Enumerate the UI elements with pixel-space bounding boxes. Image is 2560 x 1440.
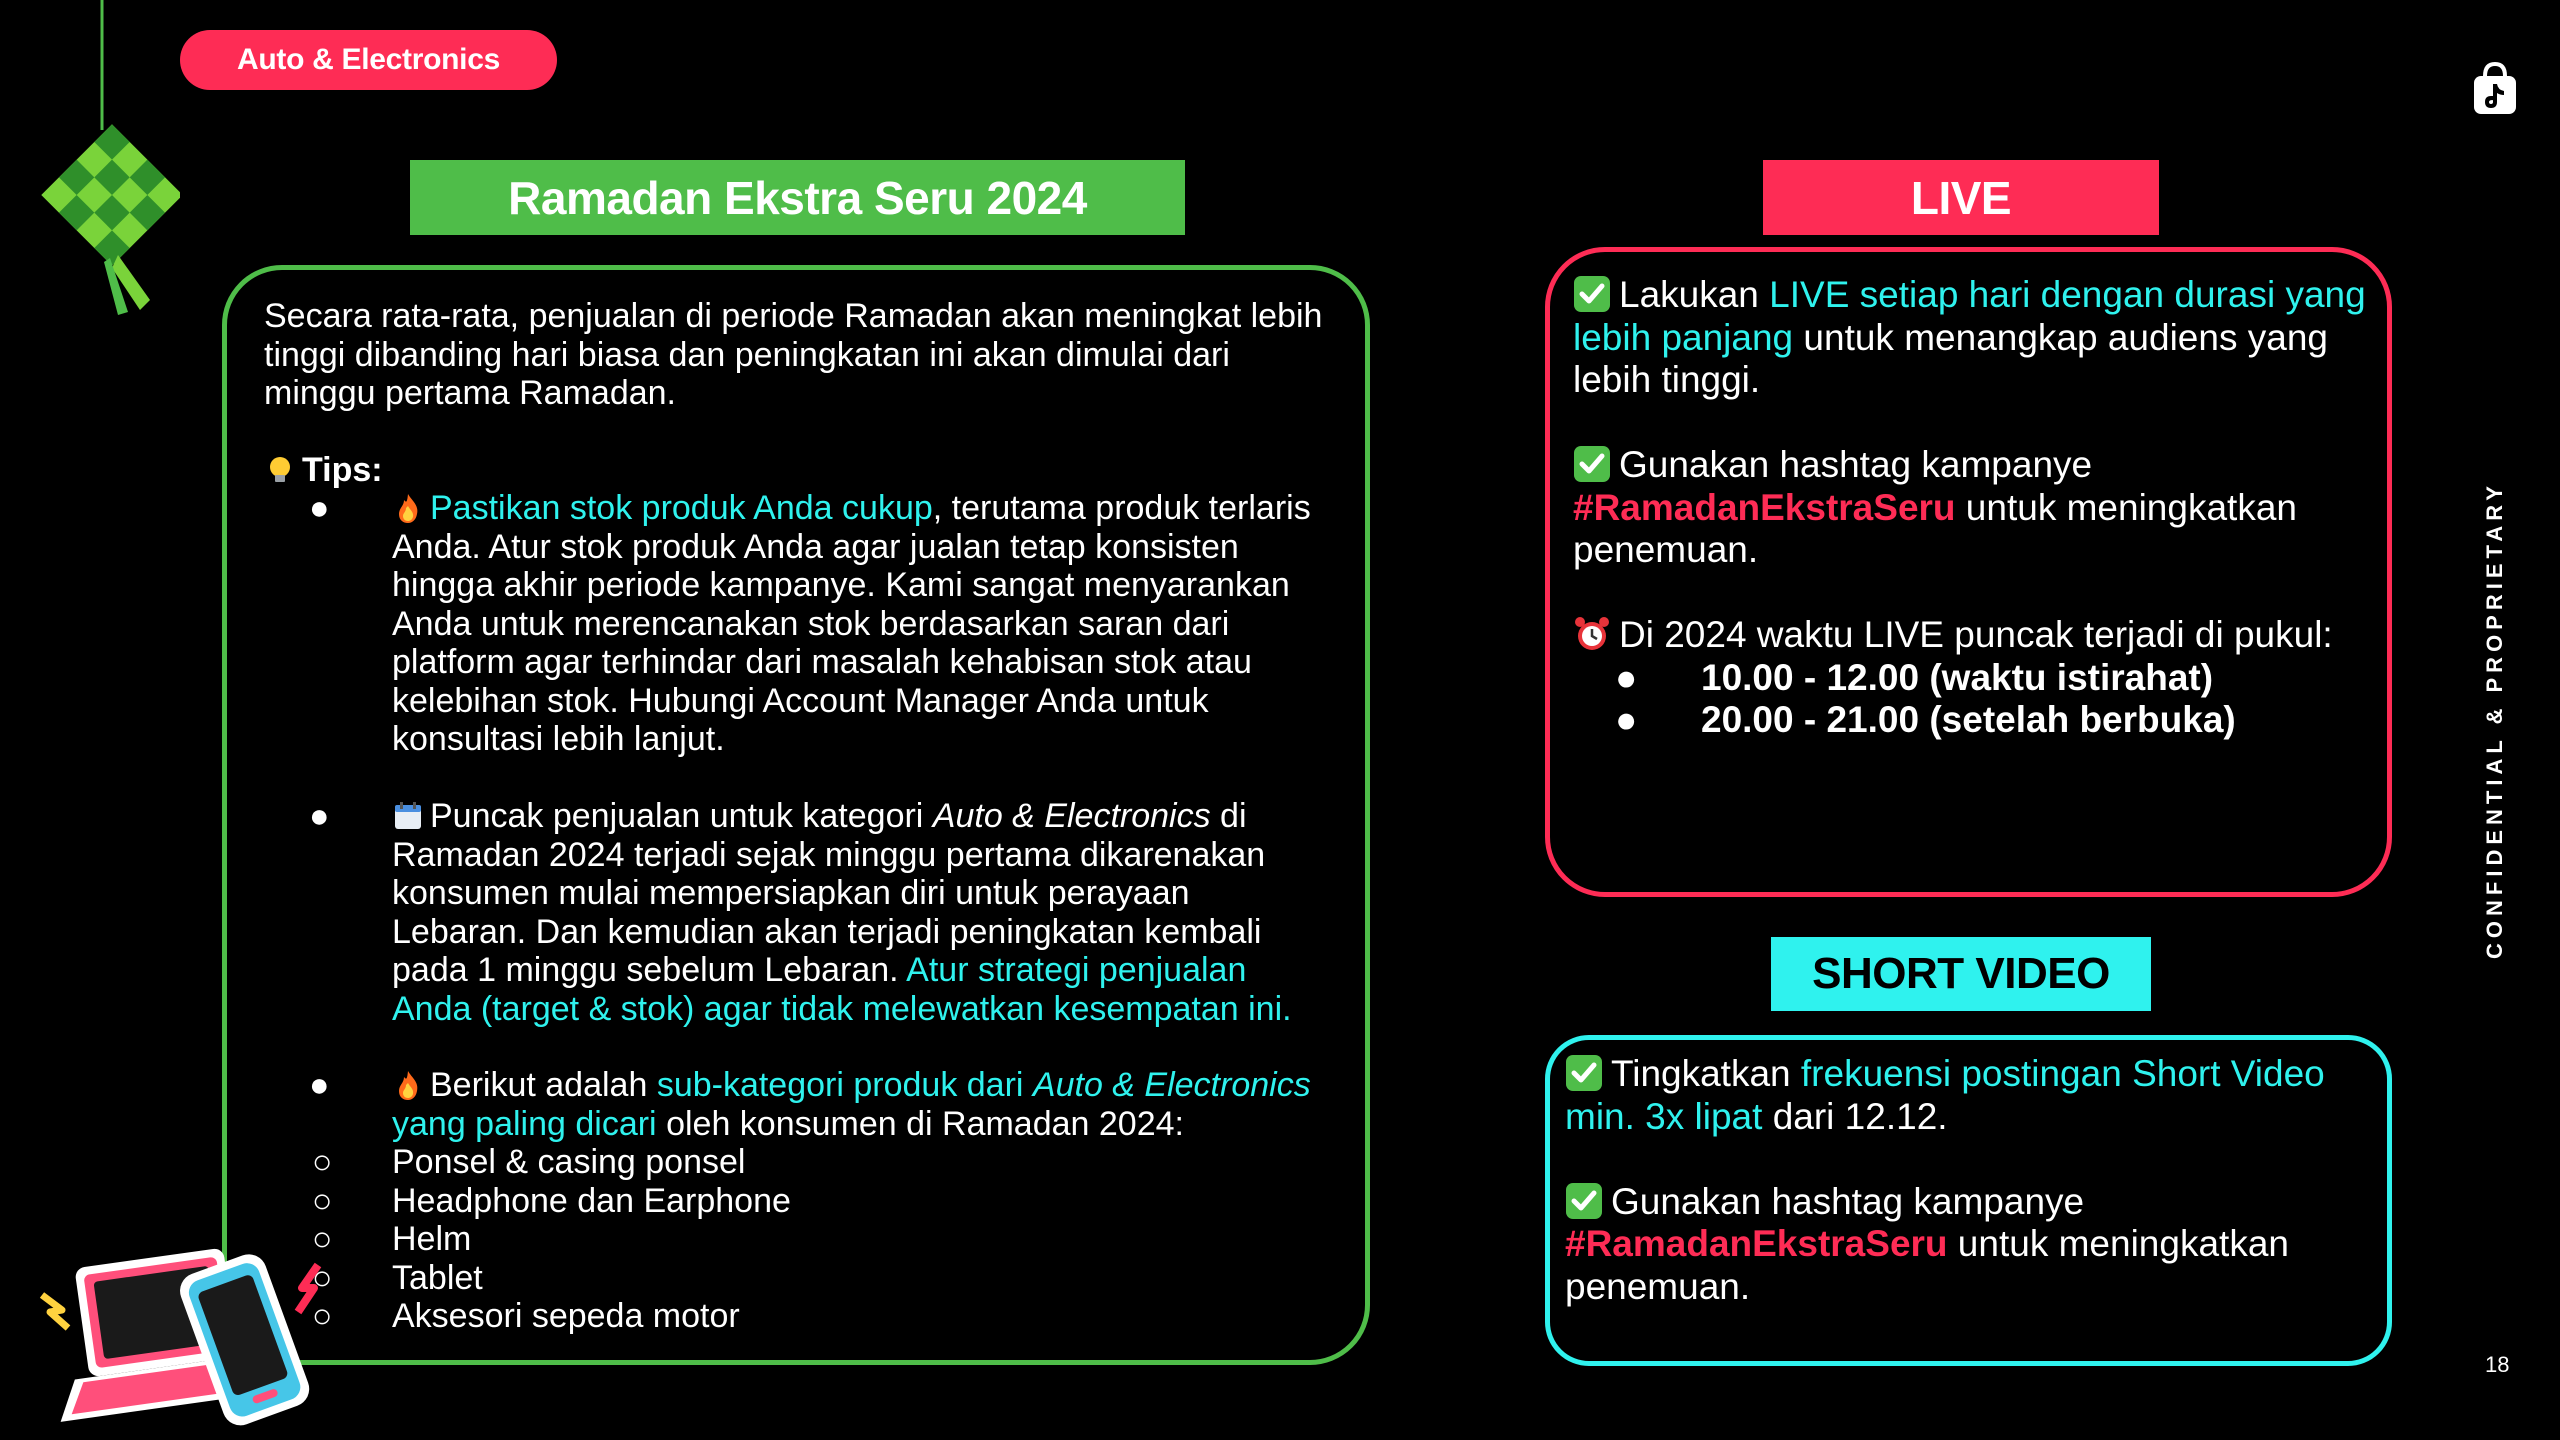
short-video-tip-frequency: Tingkatkan frekuensi postingan Short Video min. 3x lipat dari 12.12. [1565,1053,2325,1137]
peak-times-list [1573,657,2373,742]
tips-label: Tips: [302,451,383,489]
tip2-text-b: di Ramadan 2024 terjadi sejak minggu pertama dikarenakan konsumen mulai mempersiapkan diri untuk perayaan Lebaran. Dan kemudian akan terjadi peningkatan kembali pada 1 minggu sebelum Lebaran. [392,797,1266,989]
confidential-label: CONFIDENTIAL & PROPRIETARY [2482,481,2508,959]
live-tip-hashtag: Gunakan hashtag kampanye #RamadanEkstraSeru untuk meningkatkan penemuan. [1573,444,2297,570]
lightbulb-icon [264,454,296,486]
ketupat-decoration-icon [40,0,180,320]
tip1-highlight: Pastikan stok produk Anda cukup [430,489,933,527]
fire-icon [392,1069,424,1101]
tip1-text: , terutama produk terlaris Anda. Atur stok produk Anda agar jualan tetap konsisten hingga akhir periode kampanye. Kami sangat menyarankan Anda untuk merencanakan stok berdasarkan saran dari platform agar terhindar dari masalah kehabisan stok atau kelebihan stok. Hubungi Account Manager Anda untuk konsultasi lebih lanjut. [392,489,1311,758]
intro-paragraph: Secara rata-rata, penjualan di periode Ramadan akan meningkat lebih tinggi dibanding hari biasa dan peningkatan ini akan dimulai dari minggu pertama Ramadan. [264,297,1323,412]
calendar-icon [392,800,424,832]
check-mark-icon [1565,1182,1603,1220]
subcategory-item: ○ Aksesori sepeda motor [312,1297,740,1335]
tiktok-shop-icon [2470,60,2520,116]
short-video-content [1565,1053,2375,1308]
subcategory-item: ○ Ponsel & casing ponsel [312,1143,746,1181]
fire-icon [392,492,424,524]
hashtag: #RamadanEkstraSeru [1565,1223,1948,1264]
tip3-highlight-category: Auto & Electronics [1032,1066,1311,1104]
bullet: ● [309,1066,330,1104]
short-video-header: SHORT VIDEO [1771,937,2151,1011]
ramadan-header: Ramadan Ekstra Seru 2024 [410,160,1185,235]
bullet: ● [309,797,330,835]
live-peak-times: Di 2024 waktu LIVE puncak terjadi di pukul: [1573,614,2373,657]
peak-time-item: ● 20.00 - 21.00 (setelah berbuka) [1615,699,2236,740]
page-number: 18 [2485,1352,2510,1377]
peak-time-item: ● 10.00 - 12.00 (waktu istirahat) [1615,656,2214,698]
category-pill: Auto & Electronics [180,30,557,90]
tip2-text-a: Puncak penjualan untuk kategori [430,797,933,835]
tips-heading [264,451,383,490]
check-mark-icon [1565,1054,1603,1092]
tip3-highlight-b: yang paling dicari [392,1104,657,1143]
devices-illustration-icon [30,1240,340,1430]
subcategory-item: ○ Helm [312,1220,472,1258]
alarm-clock-icon [1573,615,1611,653]
check-mark-icon [1573,445,1611,483]
tip2-category: Auto & Electronics [932,797,1211,835]
subcategory-item: ○ Tablet [312,1258,483,1297]
bullet: ● [309,489,330,527]
check-mark-icon [1573,275,1611,313]
live-content [1573,274,2373,742]
tip3-text-a: Berikut adalah [430,1066,657,1104]
tip3-text-b: oleh konsumen di Ramadan 2024: [656,1104,1184,1143]
short-video-tip-hashtag: Gunakan hashtag kampanye #RamadanEkstraSeru untuk meningkatkan penemuan. [1565,1180,2289,1307]
tip3-highlight-a: sub-kategori produk dari [656,1066,1033,1104]
live-header: LIVE [1763,160,2159,235]
subcategory-item: ○ Headphone dan Earphone [312,1181,791,1220]
hashtag: #RamadanEkstraSeru [1573,486,1956,528]
subcategory-list [264,1143,1332,1336]
tip2-highlight: Atur strategi penjualan Anda (target & stok) agar tidak melewatkan kesempatan ini. [392,951,1292,1028]
live-tip-daily: Lakukan LIVE setiap hari dengan durasi yang lebih panjang untuk menangkap audiens yang lebih tinggi. [1573,274,2366,400]
